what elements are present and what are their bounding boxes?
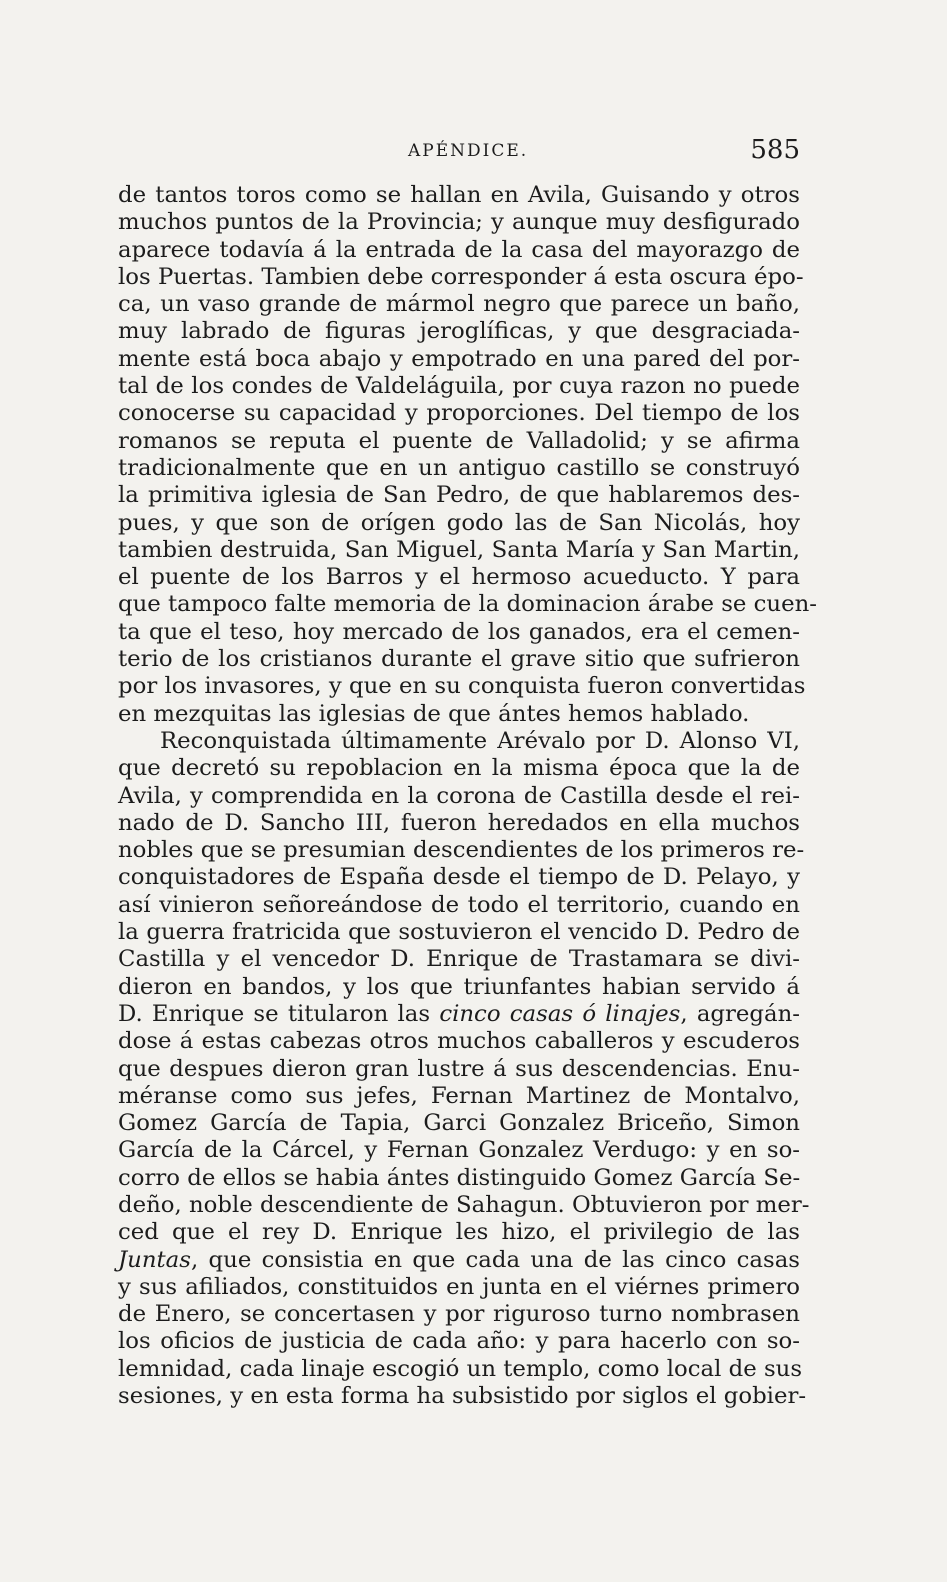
text-run: mente está boca abajo y empotrado en una pared del por- <box>118 345 800 372</box>
text-run: muy labrado de figuras jeroglíficas, y que desgraciada- <box>118 318 800 345</box>
text-run: , agregán- <box>680 1000 800 1027</box>
text-line <box>118 1219 800 1246</box>
text-run: la primitiva iglesia de San Pedro, de que hablaremos des- <box>118 482 800 509</box>
text-line <box>118 837 805 864</box>
text-line <box>118 182 800 209</box>
text-run: muchos puntos de la Provincia; y aunque muy desfigurado <box>118 209 800 236</box>
text-line <box>118 455 800 482</box>
text-run: sesiones, y en esta forma ha subsistido por siglos el gobier- <box>118 1383 807 1410</box>
text-line <box>118 1028 800 1055</box>
text-run: tradicionalmente que en un antiguo castillo se construyó <box>118 454 800 481</box>
text-line <box>118 400 800 427</box>
text-run: Reconquistada últimamente Arévalo por D. Alonso VI, <box>160 727 800 754</box>
running-head-title: APÉNDICE. <box>408 141 529 161</box>
text-run: que decretó su repoblacion en la misma época que la de <box>118 755 800 782</box>
text-run: García de la Cárcel, y Fernan Gonzalez Verdugo: y en so- <box>118 1137 800 1164</box>
text-line <box>118 1355 803 1383</box>
text-run: los oficios de justicia de cada año: y para hacerlo con so- <box>118 1328 800 1355</box>
text-run: lemnidad, cada linaje escogió un templo, como local de sus <box>118 1355 803 1382</box>
text-line <box>118 510 800 537</box>
text-line <box>118 974 800 1001</box>
text-run: nobles que se presumian descendientes de los primeros re- <box>118 837 805 864</box>
text-line <box>118 783 800 810</box>
text-run: Avila, y comprendida en la corona de Castilla desde el rei- <box>118 782 800 809</box>
text-line <box>118 346 800 373</box>
text-run: la guerra fratricida que sostuvieron el vencido D. Pedro de <box>118 919 800 946</box>
text-run: de tantos toros como se hallan en Avila, Guisando y otros <box>118 182 800 208</box>
text-line <box>118 1165 800 1192</box>
text-run: D. Enrique se titularon las <box>118 1000 440 1027</box>
text-line <box>118 646 800 673</box>
text-run: pues, y que son de orígen godo las de San Nicolás, hoy <box>118 509 800 536</box>
text-line <box>118 701 800 728</box>
text-run: que despues dieron gran lustre á sus descendencias. Enu- <box>118 1055 800 1082</box>
text-line <box>118 482 800 509</box>
text-line <box>118 1056 800 1083</box>
text-line <box>118 591 817 618</box>
italic-run: cinco casas ó linajes <box>439 1000 681 1027</box>
text-run: tambien destruida, San Miguel, Santa María y San Martin, <box>118 536 800 563</box>
text-run: en mezquitas las iglesias de que ántes hemos hablado. <box>118 700 750 727</box>
text-line <box>118 1328 800 1355</box>
text-run: así vinieron señoreándose de todo el territorio, cuando en <box>118 891 800 918</box>
text-line <box>118 263 804 291</box>
running-head <box>118 135 800 167</box>
text-line <box>118 755 800 782</box>
text-line <box>118 1247 800 1274</box>
text-line <box>118 810 800 837</box>
text-line <box>118 619 800 646</box>
text-line <box>118 373 800 400</box>
text-run: que tampoco falte memoria de la dominacion árabe se cuen- <box>118 591 817 618</box>
text-line <box>118 1110 800 1137</box>
text-run: nado de D. Sancho III, fueron heredados en ella muchos <box>118 809 800 836</box>
text-line <box>118 673 806 700</box>
text-run: conocerse su capacidad y proporciones. Del tiempo de los <box>118 400 800 427</box>
text-line <box>118 864 800 891</box>
text-line <box>118 209 800 236</box>
text-run: dose á estas cabezas otros muchos caballeros y escuderos <box>118 1028 800 1055</box>
text-run: dieron en bandos, y los que triunfantes habian servido á <box>118 973 800 1000</box>
text-run: ta que el teso, hoy mercado de los ganados, era el cemen- <box>118 618 800 645</box>
text-run: Gomez García de Tapia, Garci Gonzalez Briceño, Simon <box>118 1110 800 1137</box>
text-run: corro de ellos se habia ántes distinguido Gomez García Se- <box>118 1164 801 1191</box>
text-run: méranse como sus jefes, Fernan Martinez de Montalvo, <box>118 1082 800 1109</box>
text-run: el puente de los Barros y el hermoso acueducto. Y para <box>118 564 800 591</box>
text-run: los Puertas. Tambien debe corresponder á esta oscura épo- <box>118 263 804 290</box>
text-run: aparece todavía á la entrada de la casa del mayorazgo de <box>118 236 800 263</box>
text-line <box>118 1001 800 1028</box>
text-run: conquistadores de España desde el tiempo de D. Pelayo, y <box>118 864 800 891</box>
text-line <box>118 428 800 455</box>
text-run: de Enero, se concertasen y por riguroso turno nombrasen <box>118 1301 800 1328</box>
text-line <box>118 946 800 973</box>
text-run: Castilla y el vencedor D. Enrique de Trastamara se divi- <box>118 946 800 973</box>
text-run: romanos se reputa el puente de Valladolid; y se afirma <box>118 427 800 454</box>
text-line <box>118 1383 807 1410</box>
italic-run: Juntas <box>118 1246 191 1273</box>
text-line <box>118 728 800 755</box>
text-run: tal de los condes de Valdeláguila, por cuya razon no puede <box>118 373 800 400</box>
page-number: 585 <box>750 135 800 165</box>
text-line <box>118 1191 810 1219</box>
text-run: y sus afiliados, constituidos en junta en el viérnes primero <box>118 1273 800 1300</box>
text-run: ced que el rey D. Enrique les hizo, el privilegio de las <box>118 1219 800 1246</box>
text-line <box>118 1137 800 1164</box>
text-line <box>118 291 800 318</box>
text-line <box>118 318 800 345</box>
text-line <box>118 564 800 591</box>
text-line <box>118 237 800 264</box>
text-run: deño, noble descendiente de Sahagun. Obtuvieron por mer- <box>118 1191 810 1218</box>
text-run: terio de los cristianos durante el grave sitio que sufrieron <box>118 646 800 673</box>
text-line <box>118 537 800 564</box>
text-run: ca, un vaso grande de mármol negro que parece un baño, <box>118 291 800 318</box>
body-text <box>118 182 817 1410</box>
text-run: por los invasores, y que en su conquista fueron convertidas <box>118 673 806 700</box>
text-line <box>118 1274 800 1301</box>
text-line <box>118 892 800 919</box>
text-line <box>118 919 800 946</box>
text-run: , que consistia en que cada una de las cinco casas <box>190 1246 800 1273</box>
text-line <box>118 1301 800 1328</box>
text-line <box>118 1083 800 1110</box>
